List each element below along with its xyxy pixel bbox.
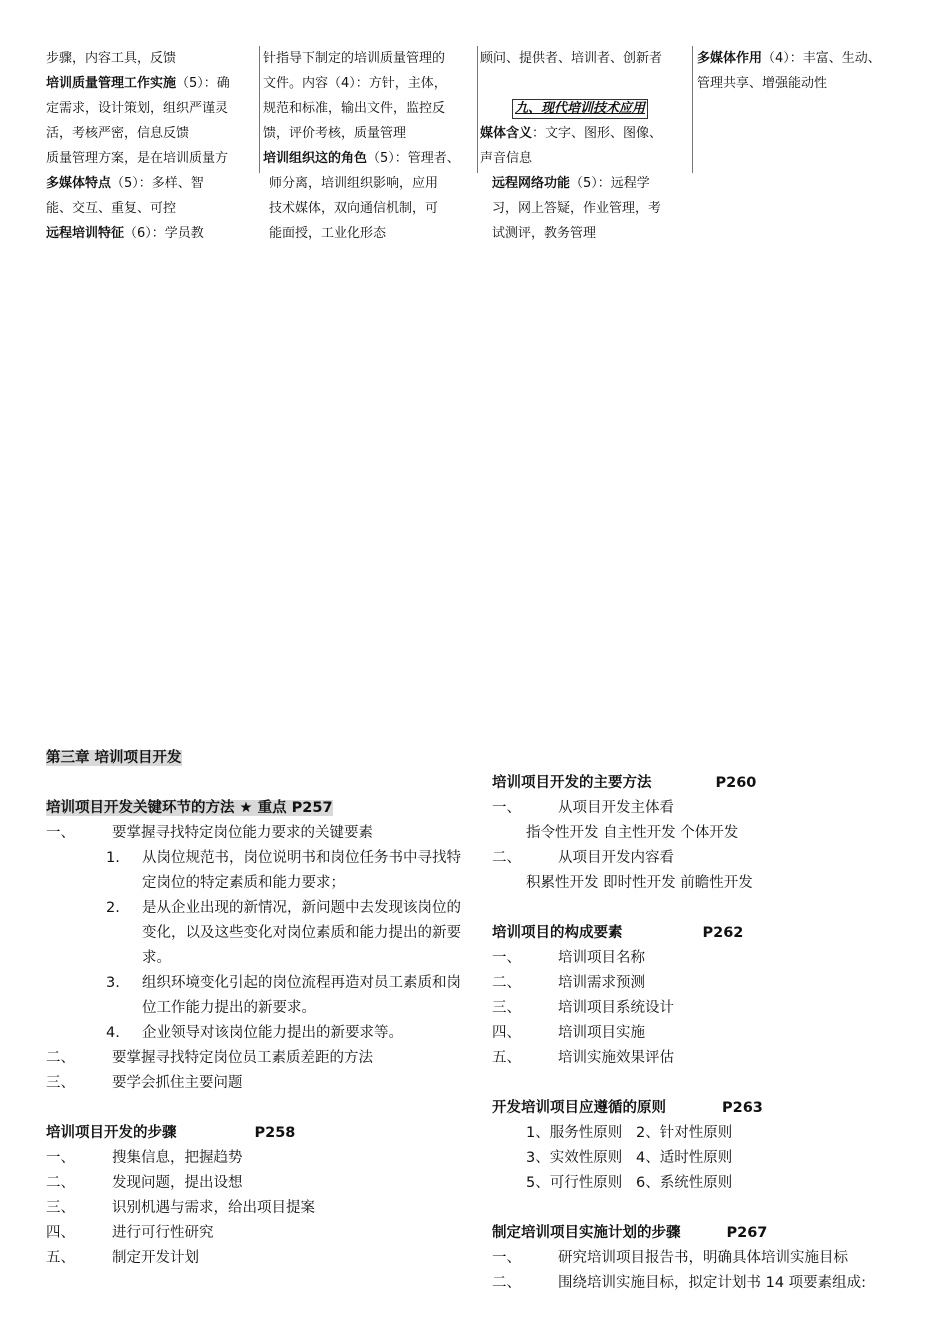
list-item: 二、 发现问题，提出设想 — [46, 1175, 243, 1191]
list-item: 三、 要学会抓住主要问题 — [46, 1075, 243, 1091]
right-column — [492, 771, 932, 1296]
list-item: 二、 围绕培训实施目标，拟定计划书 14 项要素组成: — [492, 1275, 867, 1291]
top-column-4 — [697, 46, 912, 96]
list-item: 三、 识别机遇与需求，给出项目提案 — [46, 1200, 315, 1216]
numbered-item: 3. 组织环境变化引起的岗位流程再造对员工素质和岗位工作能力提出的新要求。 — [106, 975, 461, 1016]
numbered-item: 4. 企业领导对该岗位能力提出的新要求等。 — [106, 1025, 403, 1041]
section-title: 培训项目开发的步骤 P258 — [46, 1125, 296, 1141]
list-item: 四、 培训项目实施 — [492, 1025, 645, 1041]
text-line: 步骤，内容工具，反馈 — [46, 51, 177, 66]
text-line: 馈，评价考核，质量管理 — [263, 126, 407, 141]
column-divider — [692, 46, 693, 173]
column-divider — [259, 46, 260, 173]
blank-line — [492, 1196, 932, 1221]
blank-line — [46, 771, 466, 796]
text-line: 远程网络功能（5）：远程学 — [492, 176, 650, 191]
text-line: 文件。内容（4）：方针，主体， — [263, 76, 447, 91]
text-line: 媒体含义：文字、图形、图像、 — [480, 126, 663, 141]
text-line: 指令性开发 自主性开发 个体开发 — [526, 825, 739, 841]
text-line: 顾问、提供者、培训者、创新者 — [480, 51, 663, 66]
text-line: 远程培训特征（6）：学员教 — [46, 226, 204, 241]
text-line: 1、服务性原则 2、针对性原则 — [526, 1125, 733, 1141]
list-item: 四、 进行可行性研究 — [46, 1225, 214, 1241]
list-item: 一、 从项目开发主体看 — [492, 800, 674, 816]
text-line: 能面授，工业化形态 — [269, 226, 387, 241]
numbered-item: 1. 从岗位规范书，岗位说明书和岗位任务书中寻找特定岗位的特定素质和能力要求； — [106, 850, 461, 891]
text-line: 积累性开发 即时性开发 前瞻性开发 — [526, 875, 753, 891]
text-line: 声音信息 — [480, 151, 533, 166]
text-line: 管理共享、增强能动性 — [697, 76, 828, 91]
blank-line — [480, 71, 690, 96]
numbered-item: 2. 是从企业出现的新情况，新问题中去发现该岗位的变化，以及这些变化对岗位素质和能力提出的新要求。 — [106, 900, 461, 966]
chapter-title: 第三章 培训项目开发 — [46, 750, 182, 766]
text-line: 针指导下制定的培训质量管理的 — [263, 51, 446, 66]
section-title: 培训项目开发的主要方法 P260 — [492, 775, 757, 791]
text-line: 3、实效性原则 4、适时性原则 — [526, 1150, 733, 1166]
list-item: 五、 培训实施效果评估 — [492, 1050, 674, 1066]
text-line: 定需求，设计策划，组织严谨灵 — [46, 101, 229, 116]
text-line: 多媒体作用（4）：丰富、生动、 — [697, 51, 881, 66]
top-column-2 — [263, 46, 477, 246]
text-line: 规范和标准，输出文件，监控反 — [263, 101, 446, 116]
section-title: 培训项目开发关键环节的方法 ★ 重点 P257 — [46, 800, 333, 816]
text-line: 技术媒体，双向通信机制，可 — [269, 201, 439, 216]
text-line: 培训组织这的角色（5）：管理者、 — [263, 151, 460, 166]
column-divider — [477, 46, 478, 173]
blank-line — [492, 1071, 932, 1096]
list-item: 二、 从项目开发内容看 — [492, 850, 674, 866]
blank-line — [492, 896, 932, 921]
text-line: 师分离，培训组织影响，应用 — [269, 176, 439, 191]
list-item: 五、 制定开发计划 — [46, 1250, 199, 1266]
section-title: 培训项目的构成要素 P262 — [492, 925, 744, 941]
text-line: 活，考核严密，信息反馈 — [46, 126, 190, 141]
top-column-3 — [480, 46, 690, 246]
list-item: 三、 培训项目系统设计 — [492, 1000, 674, 1016]
text-line: 试测评，教务管理 — [492, 226, 597, 241]
text-line: 多媒体特点（5）：多样、智 — [46, 176, 204, 191]
text-line: 习，网上答疑，作业管理，考 — [492, 201, 662, 216]
section-title: 开发培训项目应遵循的原则 P263 — [492, 1100, 763, 1116]
list-item: 一、 搜集信息，把握趋势 — [46, 1150, 243, 1166]
list-item: 二、 要掌握寻找特定岗位员工素质差距的方法 — [46, 1050, 373, 1066]
list-item: 一、 研究培训项目报告书，明确具体培训实施目标 — [492, 1250, 848, 1266]
text-line: 质量管理方案，是在培训质量方 — [46, 151, 229, 166]
section-title: 制定培训项目实施计划的步骤 P267 — [492, 1225, 768, 1241]
text-line: 培训质量管理工作实施（5）：确 — [46, 76, 230, 91]
blank-line — [46, 1096, 466, 1121]
text-line: 5、可行性原则 6、系统性原则 — [526, 1175, 733, 1191]
section-heading: 九、现代培训技术应用 — [480, 96, 690, 121]
list-item: 一、 要掌握寻找特定岗位能力要求的关键要素 — [46, 825, 373, 841]
left-column — [46, 746, 466, 1271]
list-item: 二、 培训需求预测 — [492, 975, 645, 991]
text-line: 能、交互、重复、可控 — [46, 201, 177, 216]
top-column-1 — [46, 46, 256, 246]
list-item: 一、 培训项目名称 — [492, 950, 645, 966]
